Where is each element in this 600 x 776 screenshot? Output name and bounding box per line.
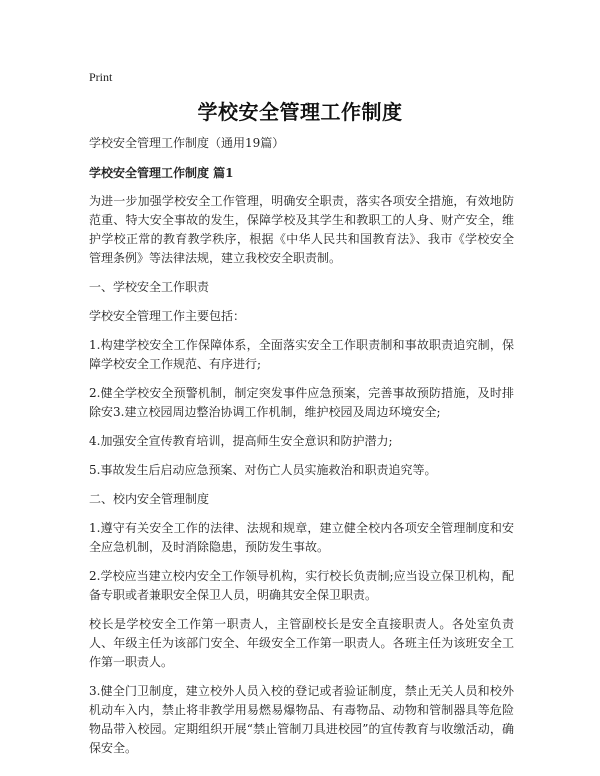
paragraph: 3.健全门卫制度，建立校外人员入校的登记或者验证制度，禁止无关人员和校外机动车入内，禁止将非教学用易燃易爆物品、有毒物品、动物和管制器具等危险物品带入校园。定期组织开展“禁止管制刀具进校园”的宣传教育与收缴活动，确保安全。 bbox=[89, 684, 514, 755]
section-heading: 学校安全管理工作制度 篇1 bbox=[89, 166, 234, 180]
paragraph: 2.学校应当建立校内安全工作领导机构，实行校长负责制;应当设立保卫机构，配备专职或者兼职安全保卫人员，明确其安全保卫职责。 bbox=[89, 569, 514, 602]
document-title: 学校安全管理工作制度 bbox=[197, 100, 403, 124]
print-link[interactable]: Print bbox=[89, 70, 113, 84]
paragraph-heading-1: 一、学校安全工作职责 bbox=[89, 280, 210, 294]
paragraph: 1.遵守有关安全工作的法律、法规和规章，建立健全校内各项安全管理制度和安全应急机制，及时消除隐患，预防发生事故。 bbox=[89, 521, 514, 554]
paragraph: 学校安全管理工作主要包括： bbox=[89, 309, 246, 323]
paragraph-intro: 为进一步加强学校安全工作管理，明确安全职责，落实各项安全措施，有效地防范重、特大安全事故的发生，保障学校及其学生和教职工的人身、财产安全，维护学校正常的教育教学秩序，根据《中华人民共和国教育法》、我市《学校安全管理条例》等法律法规，建立我校安全职责制。 bbox=[89, 194, 514, 265]
paragraph: 1.构建学校安全工作保障体系，全面落实安全工作职责制和事故职责追究制，保障学校安全工作规范、有序进行; bbox=[89, 338, 514, 371]
paragraph-heading-2: 二、校内安全管理制度 bbox=[89, 492, 210, 506]
paragraph: 2.健全学校安全预警机制，制定突发事件应急预案，完善事故预防措施，及时排除安3.建立校园周边整治协调工作机制，维护校园及周边环境安全; bbox=[89, 386, 514, 419]
document-subtitle: 学校安全管理工作制度（通用19篇） bbox=[89, 136, 285, 150]
document-body bbox=[89, 134, 514, 768]
paragraph: 5.事故发生后启动应急预案、对伤亡人员实施救治和职责追究等。 bbox=[89, 463, 437, 477]
paragraph: 4.加强安全宣传教育培训，提高师生安全意识和防护潜力; bbox=[89, 434, 393, 448]
paragraph: 校长是学校安全工作第一职责人，主管副校长是安全直接职责人。各处室负责人、年级主任为该部门安全、年级安全工作第一职责人。各班主任为该班安全工作第一职责人。 bbox=[89, 617, 514, 669]
